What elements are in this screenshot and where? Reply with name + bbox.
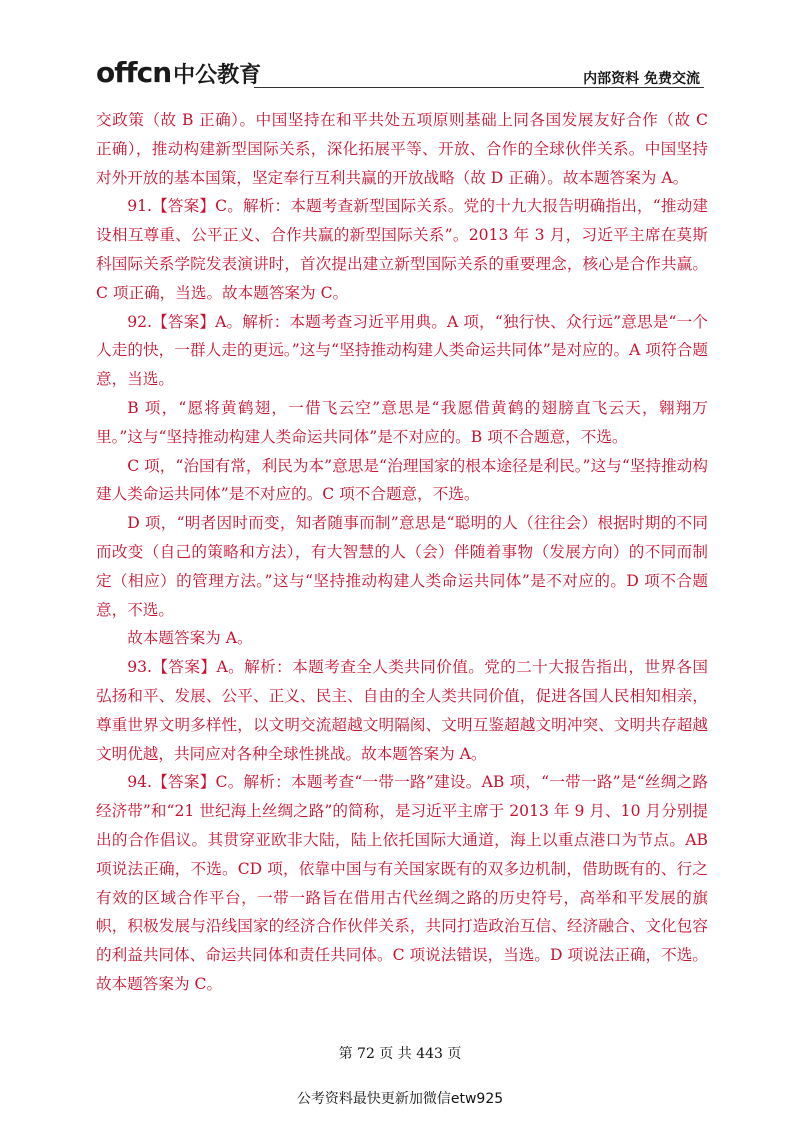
offcn-logo [96, 56, 261, 89]
paragraph: 93.【答案】A。解析：本题考查全人类共同价值。党的二十大报告指出，世界各国弘扬和平、发展、公平、正义、民主、自由的全人类共同价值，促进各国人民相知相亲，尊重世界文明多样性，以文明交流超越文明隔阂、文明互鉴超越文明冲突、文明共存超越文明优越，共同应对各种全球性挑战。故本题答案为 A。 [96, 658, 708, 763]
header-label: 内部资料 免费交流 [583, 71, 700, 87]
paragraph: B 项，“愿将黄鹤翅，一借飞云空”意思是“我愿借黄鹤的翅膀直飞云天，翱翔万里。”这与“坚持推动构建人类命运共同体”是不对应的。B 项不合题意，不选。 [96, 398, 708, 446]
paragraph: D 项，“明者因时而变，知者随事而制”意思是“聪明的人（往往会）根据时期的不同而改变（自己的策略和方法），有大智慧的人（会）伴随着事物（发展方向）的不同而制定（相应）的管理方法。”这与“坚持推动构建人类命运共同体”是不对应的。D 项不合题意，不选。 [96, 514, 708, 619]
footer-note: 公考资料最快更新加微信etw925 [296, 1091, 504, 1107]
paragraph: 92.【答案】A。解析：本题考查习近平用典。A 项，“独行快、众行远”意思是“一个人走的快，一群人走的更远。”这与“坚持推动构建人类命运共同体”是对应的。A 项符合题意，当选。 [96, 312, 708, 389]
paragraph: 交政策（故 B 正确）。中国坚持在和平共处五项原则基础上同各国发展友好合作（故 C 正确），推动构建新型国际关系，深化拓展平等、开放、合作的全球伙伴关系。中国坚持对外开放的基本国策，坚定奉行互利共赢的开放战略（故 D 正确）。故本题答案为 A。 [96, 111, 708, 187]
page-number: 第 72 页 共 443 页 [338, 1046, 462, 1062]
page-header [96, 56, 704, 92]
paragraph: 故本题答案为 A。 [127, 629, 253, 648]
paragraph: 94.【答案】C。解析：本题考查“一带一路”建设。AB 项，“一带一路”是“丝绸之路经济带”和“21 世纪海上丝绸之路”的简称，是习近平主席于 2013 年 9 月、10 月分别提出的合作倡议。其贯穿亚欧非大陆，陆上依托国际大通道，海上以重点港口为节点。AB 项说法正确，不选。CD 项，依靠中国与有关国家既有的双多边机制，借助既有的、行之有效的区域合作平台，一带一路旨在借用古代丝绸之路的历史符号，高举和平发展的旗帜，积极发展与沿线国家的经济合作伙伴关系，共同打造政治互信、经济融合、文化包容的利益共同体、命运共同体和责任共同体。C 项说法错误，当选。D 项说法正确，不选。故本题答案为 C。 [96, 773, 708, 993]
logo-cn: 中公教育 [173, 63, 262, 88]
document-body [96, 106, 708, 999]
paragraph: C 项，“治国有常，利民为本”意思是“治理国家的根本途径是利民。”这与“坚持推动构建人类命运共同体”是不对应的。C 项不合题意，不选。 [96, 456, 708, 504]
logo-en: offcn [96, 56, 172, 89]
paragraph: 91.【答案】C。解析：本题考查新型国际关系。党的十九大报告明确指出，“推动建设相互尊重、公平正义、合作共赢的新型国际关系”。2013 年 3 月，习近平主席在莫斯科国际关系学院发表演讲时，首次提出建立新型国际关系的重要理念，核心是合作共赢。C 项正确，当选。故本题答案为 C。 [96, 197, 708, 302]
